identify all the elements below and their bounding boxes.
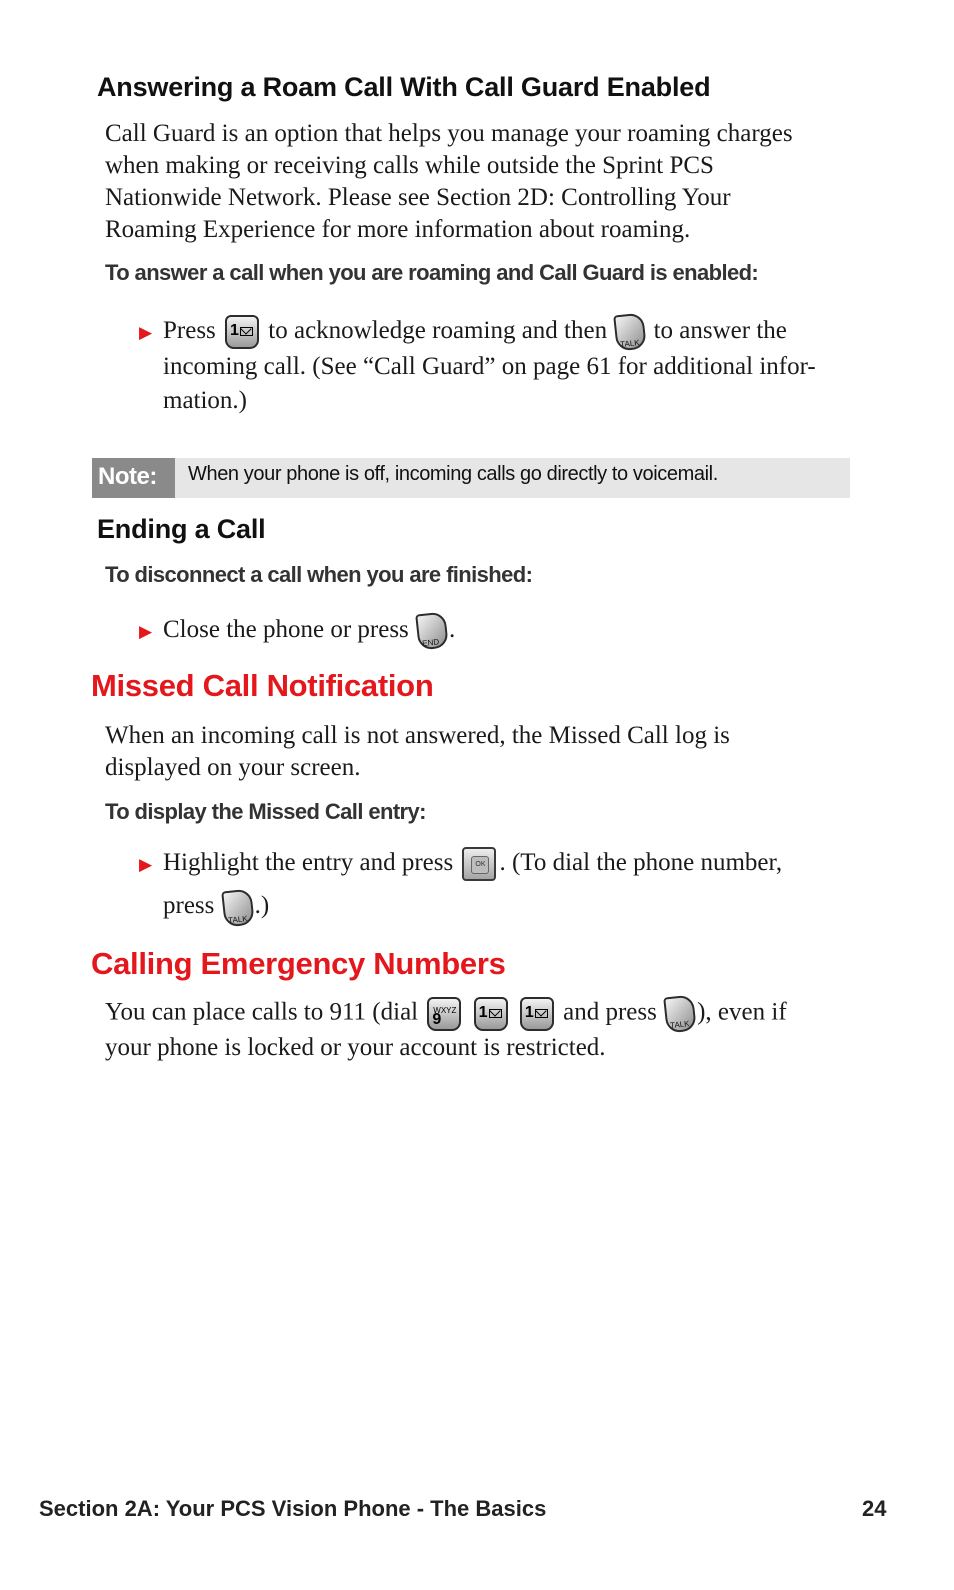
missed-paragraph-line: When an incoming call is not answered, the Missed Call log is [105,722,730,749]
roam-step-line2: incoming call. (See “Call Guard” on page 61 for additional infor- [163,353,816,381]
note-box [92,458,850,498]
ending-step [139,613,456,649]
key-1-icon: 1 [520,997,554,1031]
roam-paragraph-line: when making or receiving calls while outside the Sprint PCS [105,152,714,179]
ending-instruction: To disconnect a call when you are finished: [105,562,533,587]
missed-instruction: To display the Missed Call entry: [105,799,426,824]
ok-key-icon: OK [462,847,496,881]
talk-key-icon: TALK [221,888,255,927]
key-9-icon: 9 WXYZ [427,997,461,1031]
emergency-heading: Calling Emergency Numbers [91,946,506,981]
footer-section-title: Section 2A: Your PCS Vision Phone - The Basics [39,1496,547,1521]
ending-heading: Ending a Call [97,514,266,544]
ending-step-period: . [449,616,456,643]
talk-key-icon: TALK [663,995,697,1034]
missed-paragraph-line: displayed on your screen. [105,754,361,781]
roam-step-end: to answer the [653,317,787,344]
roam-paragraph-line: Nationwide Network. Please see Section 2D: Controlling Your [105,184,731,211]
bullet-arrow-icon: ▶ [139,323,153,342]
key-1-icon: 1 [474,997,508,1031]
emergency-line2: your phone is locked or your account is restricted. [105,1034,606,1061]
missed-heading: Missed Call Notification [91,668,434,703]
roam-step-press: Press [163,317,216,344]
note-label: Note: [92,458,175,498]
bullet-arrow-icon: ▶ [139,855,153,874]
emergency-line1-before: You can place calls to 911 (dial [105,998,419,1026]
missed-step-press: press [163,892,215,920]
roam-instruction: To answer a call when you are roaming and Call Guard is enabled: [105,260,759,285]
emergency-line1-mid: and press [563,998,657,1026]
roam-step-line3: mation.) [163,387,248,415]
end-key-icon: END [415,612,449,651]
key-1-icon: 1 [225,315,259,349]
envelope-icon [240,327,253,336]
emergency-paragraph [105,996,885,1064]
talk-key-icon: TALK [614,313,648,352]
roam-paragraph-line: Roaming Experience for more information about roaming. [105,216,691,243]
missed-step-close: .) [254,892,270,920]
note-text: When your phone is off, incoming calls go directly to voicemail. [188,463,718,485]
missed-step [139,846,883,926]
envelope-icon [535,1009,548,1018]
emergency-line1-after: ), even if [697,998,787,1026]
missed-paragraph [105,720,885,784]
roam-step [139,314,883,418]
envelope-icon [489,1009,502,1018]
ending-step-text: Close the phone or press [163,616,409,643]
missed-step-after: . (To dial the phone number, [499,849,783,876]
bullet-arrow-icon: ▶ [139,622,153,641]
roam-paragraph [105,118,885,246]
page-number: 24 [862,1496,887,1521]
roam-heading: Answering a Roam Call With Call Guard Enabled [97,72,711,102]
roam-paragraph-line: Call Guard is an option that helps you manage your roaming charges [105,120,793,147]
roam-step-mid: to acknowledge roaming and then [268,317,608,344]
missed-step-before: Highlight the entry and press [163,849,454,876]
